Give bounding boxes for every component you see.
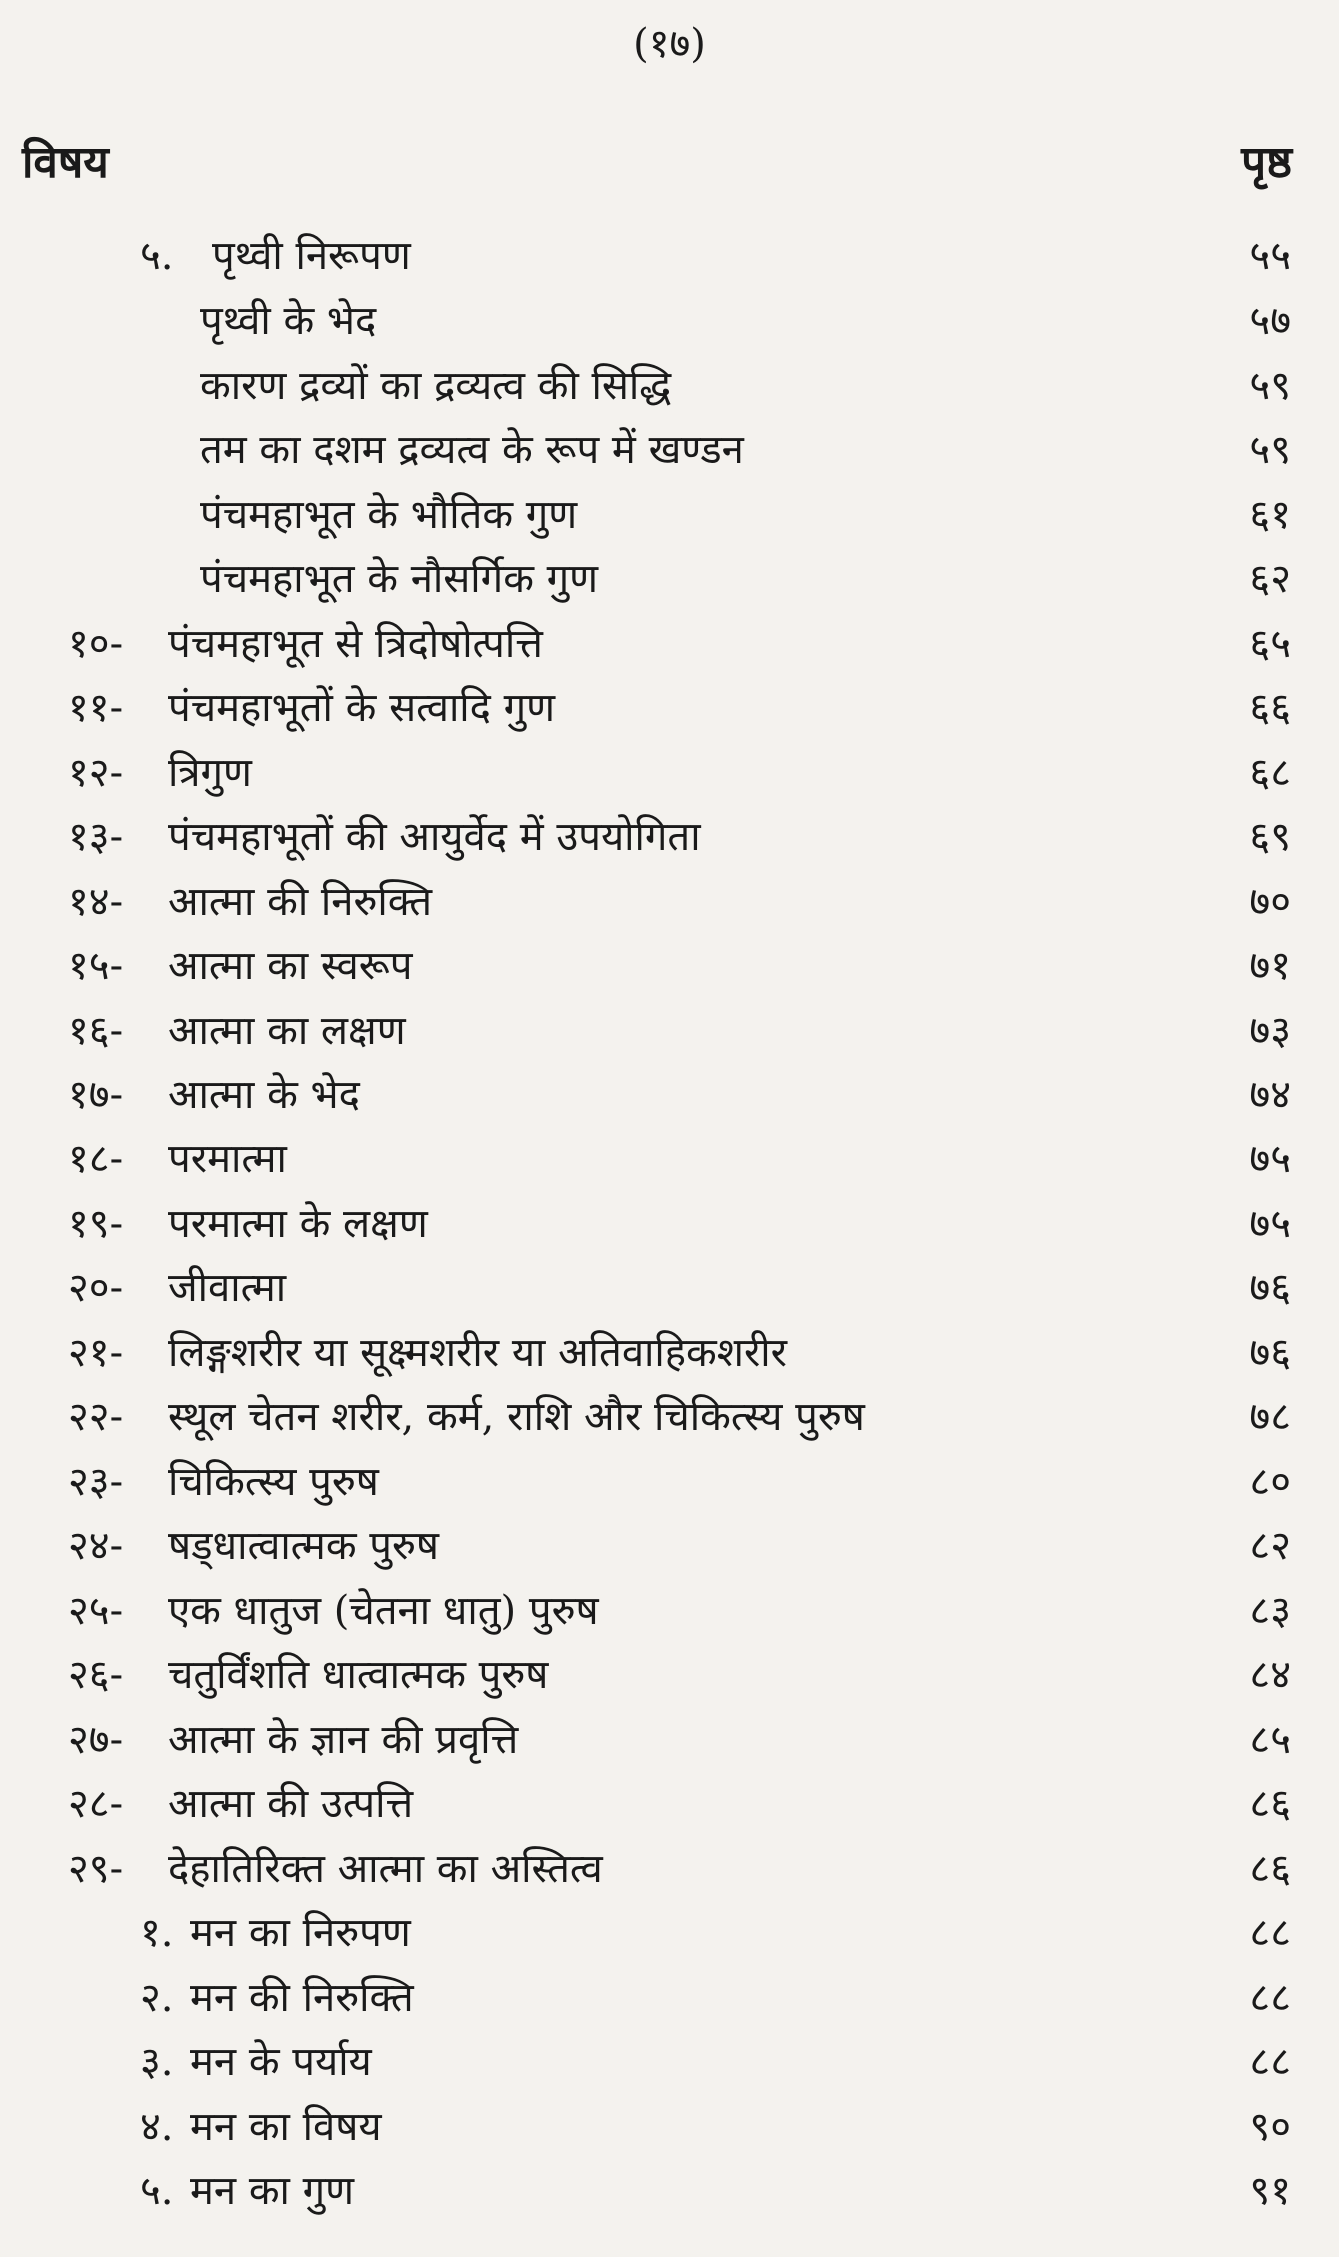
entry-number: २०- xyxy=(68,1265,124,1311)
entry-title: आत्मा का लक्षण xyxy=(168,1008,406,1054)
entry-number: ३. xyxy=(140,2039,174,2085)
toc-entry xyxy=(0,1452,1339,1516)
entry-title: चिकित्स्य पुरुष xyxy=(168,1459,379,1505)
entry-page-number: ८० xyxy=(1249,1459,1291,1505)
toc-entry xyxy=(0,485,1339,549)
entry-title: मन की निरुक्ति xyxy=(190,1975,414,2021)
entry-number: २. xyxy=(140,1975,174,2021)
entry-page-number: ७४ xyxy=(1249,1072,1291,1118)
entry-title: जीवात्मा xyxy=(168,1265,287,1311)
entry-page-number: ७८ xyxy=(1249,1394,1291,1440)
toc-entry xyxy=(0,743,1339,807)
entry-title: पंचमहाभूत से त्रिदोषोत्पत्ति xyxy=(168,621,543,667)
entry-title: पंचमहाभूतों की आयुर्वेद में उपयोगिता xyxy=(168,814,701,860)
entry-title: आत्मा के ज्ञान की प्रवृत्ति xyxy=(168,1717,519,1763)
entry-title: मन के पर्याय xyxy=(190,2039,372,2085)
toc-entry xyxy=(0,1645,1339,1709)
toc-entry xyxy=(0,549,1339,613)
page-number: (१७) xyxy=(633,21,706,67)
entry-title: पंचमहाभूत के नौसर्गिक गुण xyxy=(200,556,599,602)
entry-number: २४- xyxy=(68,1523,124,1569)
entry-page-number: ५९ xyxy=(1249,427,1291,473)
entry-page-number: ७५ xyxy=(1249,1201,1291,1247)
entry-number: १४- xyxy=(68,879,124,925)
toc-entry xyxy=(0,1065,1339,1129)
entry-title: मन का गुण xyxy=(190,2168,355,2214)
entry-page-number: ६५ xyxy=(1249,621,1291,667)
toc-entry xyxy=(0,420,1339,484)
entry-number: २९- xyxy=(68,1846,124,1892)
entry-number: १३- xyxy=(68,814,124,860)
entry-title: मन का निरुपण xyxy=(190,1910,411,1956)
entry-title: पृथ्वी निरूपण xyxy=(212,233,411,279)
entry-page-number: ८२ xyxy=(1249,1523,1291,1569)
entry-number: ५. xyxy=(140,2168,174,2214)
entry-title: स्थूल चेतन शरीर, कर्म, राशि और चिकित्स्य पुरुष xyxy=(168,1394,865,1440)
entry-page-number: ५७ xyxy=(1249,298,1291,344)
toc-entry xyxy=(0,1710,1339,1774)
entry-title: आत्मा की उत्पत्ति xyxy=(168,1781,414,1827)
entry-page-number: ७३ xyxy=(1249,1008,1291,1054)
topic-column-label: विषय xyxy=(22,137,109,188)
toc-entry xyxy=(0,678,1339,742)
toc-entry xyxy=(0,1387,1339,1451)
toc-entry xyxy=(0,614,1339,678)
toc-entry xyxy=(0,1903,1339,1967)
entry-title: षड्धात्वात्मक पुरुष xyxy=(168,1523,440,1569)
entry-number: १९- xyxy=(68,1201,124,1247)
entry-title: पंचमहाभूत के भौतिक गुण xyxy=(200,492,578,538)
toc-entry xyxy=(0,356,1339,420)
toc-entry xyxy=(0,1516,1339,1580)
entry-title: आत्मा की निरुक्ति xyxy=(168,879,432,925)
entry-number: ५. xyxy=(140,233,174,279)
entry-page-number: ९१ xyxy=(1249,2168,1291,2214)
entry-title: मन का विषय xyxy=(190,2104,382,2150)
entry-page-number: ७० xyxy=(1249,879,1291,925)
entry-page-number: ८६ xyxy=(1249,1781,1291,1827)
entry-number: ११- xyxy=(68,685,124,731)
entry-title: परमात्मा xyxy=(168,1136,287,1182)
entry-title: देहातिरिक्त आत्मा का अस्तित्व xyxy=(168,1846,603,1892)
entry-page-number: ९० xyxy=(1249,2104,1291,2150)
toc-entry xyxy=(0,291,1339,355)
toc-header xyxy=(22,130,1292,190)
entry-title: पृथ्वी के भेद xyxy=(200,298,377,344)
toc-entry xyxy=(0,2032,1339,2096)
toc-entry xyxy=(0,2097,1339,2161)
entry-number: २७- xyxy=(68,1717,124,1763)
entry-number: ४. xyxy=(140,2104,174,2150)
entry-page-number: ६९ xyxy=(1249,814,1291,860)
toc-entry xyxy=(0,1774,1339,1838)
entry-number: १६- xyxy=(68,1008,124,1054)
entry-title: पंचमहाभूतों के सत्वादि गुण xyxy=(168,685,556,731)
entry-number: २६- xyxy=(68,1652,124,1698)
entry-title: परमात्मा के लक्षण xyxy=(168,1201,428,1247)
entry-page-number: ८३ xyxy=(1249,1588,1291,1634)
entry-number: १५- xyxy=(68,943,124,989)
entry-title: एक धातुज (चेतना धातु) पुरुष xyxy=(168,1588,599,1634)
toc-entry xyxy=(0,872,1339,936)
entry-page-number: ८८ xyxy=(1249,1910,1291,1956)
entry-title: तम का दशम द्रव्यत्व के रूप में खण्डन xyxy=(200,427,744,473)
entry-page-number: ७६ xyxy=(1249,1330,1291,1376)
entry-page-number: ८६ xyxy=(1249,1846,1291,1892)
entry-number: २२- xyxy=(68,1394,124,1440)
toc-entry xyxy=(0,2161,1339,2225)
entry-title: लिङ्गशरीर या सूक्ष्मशरीर या अतिवाहिकशरीर xyxy=(168,1330,788,1376)
entry-number: १०- xyxy=(68,621,124,667)
entry-number: २१- xyxy=(68,1330,124,1376)
entry-title: त्रिगुण xyxy=(168,750,252,796)
entry-title: कारण द्रव्यों का द्रव्यत्व की सिद्धि xyxy=(200,363,672,409)
entry-number: १८- xyxy=(68,1136,124,1182)
toc-entry xyxy=(0,1839,1339,1903)
toc-entry xyxy=(0,1323,1339,1387)
entry-page-number: ८५ xyxy=(1249,1717,1291,1763)
toc-entry xyxy=(0,1258,1339,1322)
entry-page-number: ८८ xyxy=(1249,1975,1291,2021)
toc-entry xyxy=(0,1581,1339,1645)
entry-page-number: ६१ xyxy=(1249,492,1291,538)
entry-number: १. xyxy=(140,1910,174,1956)
entry-number: १२- xyxy=(68,750,124,796)
entry-number: २३- xyxy=(68,1459,124,1505)
toc-entry xyxy=(0,1194,1339,1258)
entry-page-number: ८४ xyxy=(1249,1652,1291,1698)
entry-title: आत्मा के भेद xyxy=(168,1072,360,1118)
toc-entry xyxy=(0,1129,1339,1193)
toc-entry xyxy=(0,1001,1339,1065)
entry-page-number: ५९ xyxy=(1249,363,1291,409)
entry-page-number: ७१ xyxy=(1249,943,1291,989)
toc-entry xyxy=(0,936,1339,1000)
entry-page-number: ७५ xyxy=(1249,1136,1291,1182)
entry-number: १७- xyxy=(68,1072,124,1118)
entry-page-number: ६८ xyxy=(1249,750,1291,796)
entry-number: २५- xyxy=(68,1588,124,1634)
entry-page-number: ५५ xyxy=(1249,233,1291,279)
entry-title: चतुर्विंशति धात्वात्मक पुरुष xyxy=(168,1652,549,1698)
page-column-label: पृष्ठ xyxy=(1241,137,1292,188)
entry-number: २८- xyxy=(68,1781,124,1827)
toc-entry xyxy=(0,226,1339,290)
entry-title: आत्मा का स्वरूप xyxy=(168,943,413,989)
entry-page-number: ६२ xyxy=(1249,556,1291,602)
entry-page-number: ८८ xyxy=(1249,2039,1291,2085)
entry-page-number: ६६ xyxy=(1249,685,1291,731)
entry-page-number: ७६ xyxy=(1249,1265,1291,1311)
toc-entry xyxy=(0,807,1339,871)
toc-entry xyxy=(0,1968,1339,2032)
